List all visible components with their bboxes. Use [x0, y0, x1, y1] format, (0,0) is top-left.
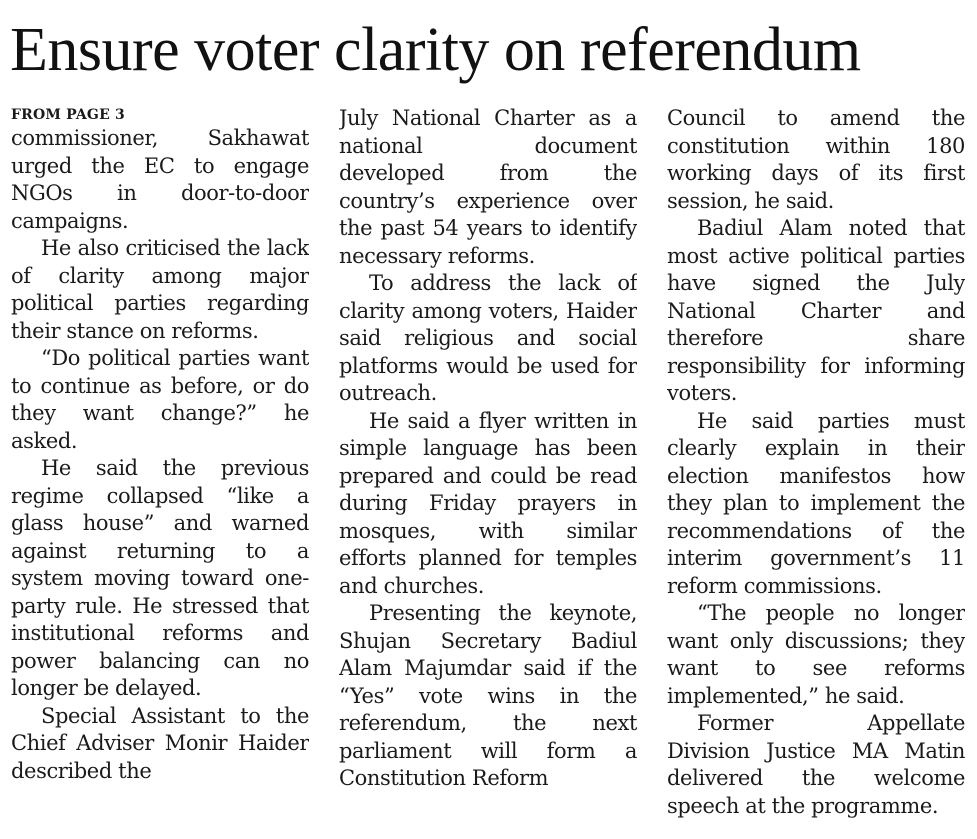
- article-column-1: [11, 105, 309, 835]
- paragraph: Former Appellate Division Justice MA Matin delivered the welcome speech at the programme.: [667, 711, 965, 818]
- paragraph: Special Assistant to the Chief Adviser Monir Haider described the: [11, 703, 309, 783]
- article-column-2: [339, 105, 637, 835]
- article-column-3: [667, 105, 965, 835]
- paragraph: He also criticised the lack of clarity among major political parties regarding their stance on reforms.: [11, 236, 309, 343]
- paragraph: Council to amend the constitution within 180 working days of its first session, he said.: [667, 106, 965, 213]
- paragraph: He said the previous regime collapsed “like a glass house” and warned against returning to a system moving toward one-party rule. He stressed that institutional reforms and power balancing can no longer be delayed.: [11, 456, 309, 700]
- paragraph: “Do political parties want to continue as before, or do they want change?” he asked.: [11, 346, 309, 453]
- paragraph: July National Charter as a national document developed from the country’s experience over the past 54 years to identify necessary reforms.: [339, 106, 637, 268]
- paragraph: commissioner, Sakhawat urged the EC to engage NGOs in door-to-door campaigns.: [11, 126, 309, 233]
- paragraph: He said a flyer written in simple language has been prepared and could be read during Friday prayers in mosques, with similar efforts planned for temples and churches.: [339, 408, 637, 598]
- paragraph: Badiul Alam noted that most active political parties have signed the July National Charter and therefore share responsibility for informing voters.: [667, 216, 965, 405]
- paragraph: He said parties must clearly explain in their election manifestos how they plan to implement the recommendations of the interim government’s 11 reform commissions.: [667, 408, 965, 598]
- paragraph: “The people no longer want only discussions; they want to see reforms implemented,” he said.: [667, 601, 965, 708]
- jump-line: FROM PAGE 3: [11, 107, 125, 123]
- paragraph: To address the lack of clarity among voters, Haider said religious and social platforms would be used for outreach.: [339, 271, 637, 405]
- paragraph: Presenting the keynote, Shujan Secretary Badiul Alam Majumdar said if the “Yes” vote wins in the referendum, the next parliament will form a Constitution Reform: [339, 601, 637, 790]
- headline: Ensure voter clarity on referendum: [10, 16, 861, 84]
